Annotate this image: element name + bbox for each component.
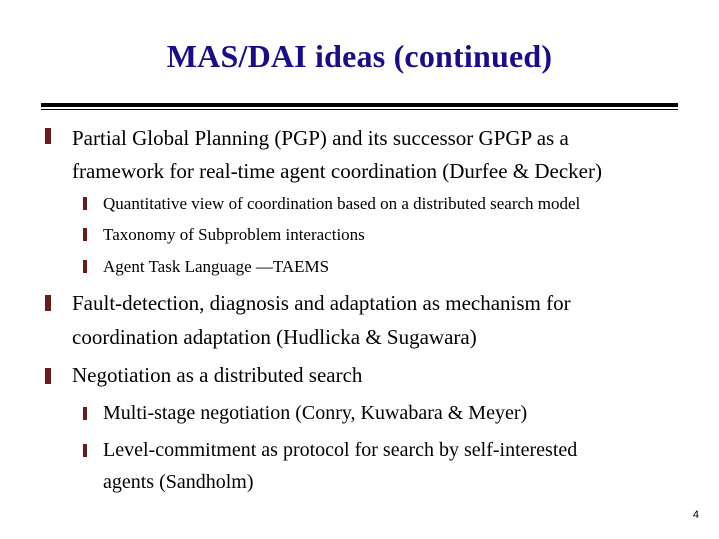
bullet-icon	[45, 368, 51, 384]
bullet-3-sub-1: Multi-stage negotiation (Conry, Kuwabara & Meyer)	[103, 402, 528, 424]
title-divider-thin	[41, 109, 678, 110]
bullet-1-line-2: framework for real-time agent coordination (Durfee & Decker)	[72, 159, 602, 183]
bullet-1-sub-3: Agent Task Language —TAEMS	[103, 257, 330, 276]
sub-bullet-icon	[83, 407, 87, 420]
bullet-1-sub-1: Quantitative view of coordination based on a distributed search model	[103, 194, 581, 213]
sub-bullet-icon	[83, 228, 87, 241]
bullet-icon	[45, 128, 51, 144]
bullet-2-line-2: coordination adaptation (Hudlicka & Sugawara)	[72, 325, 477, 349]
title-divider-thick	[41, 103, 678, 107]
page-number: 4	[692, 509, 699, 521]
sub-bullet-icon	[83, 444, 87, 457]
bullet-2-line-1: Fault-detection, diagnosis and adaptation as mechanism for	[72, 291, 571, 315]
bullet-1-sub-2: Taxonomy of Subproblem interactions	[103, 225, 365, 244]
bullet-1-line-1: Partial Global Planning (PGP) and its successor GPGP as a	[72, 126, 569, 150]
bullet-icon	[45, 295, 51, 311]
sub-bullet-icon	[83, 197, 87, 210]
bullet-3-sub-2-cont: agents (Sandholm)	[103, 471, 254, 493]
bullet-3-sub-2: Level-commitment as protocol for search by self-interested	[103, 439, 578, 461]
sub-bullet-icon	[83, 260, 87, 273]
bullet-3-line-1: Negotiation as a distributed search	[72, 363, 363, 387]
slide-title: MAS/DAI ideas (continued)	[166, 38, 553, 74]
